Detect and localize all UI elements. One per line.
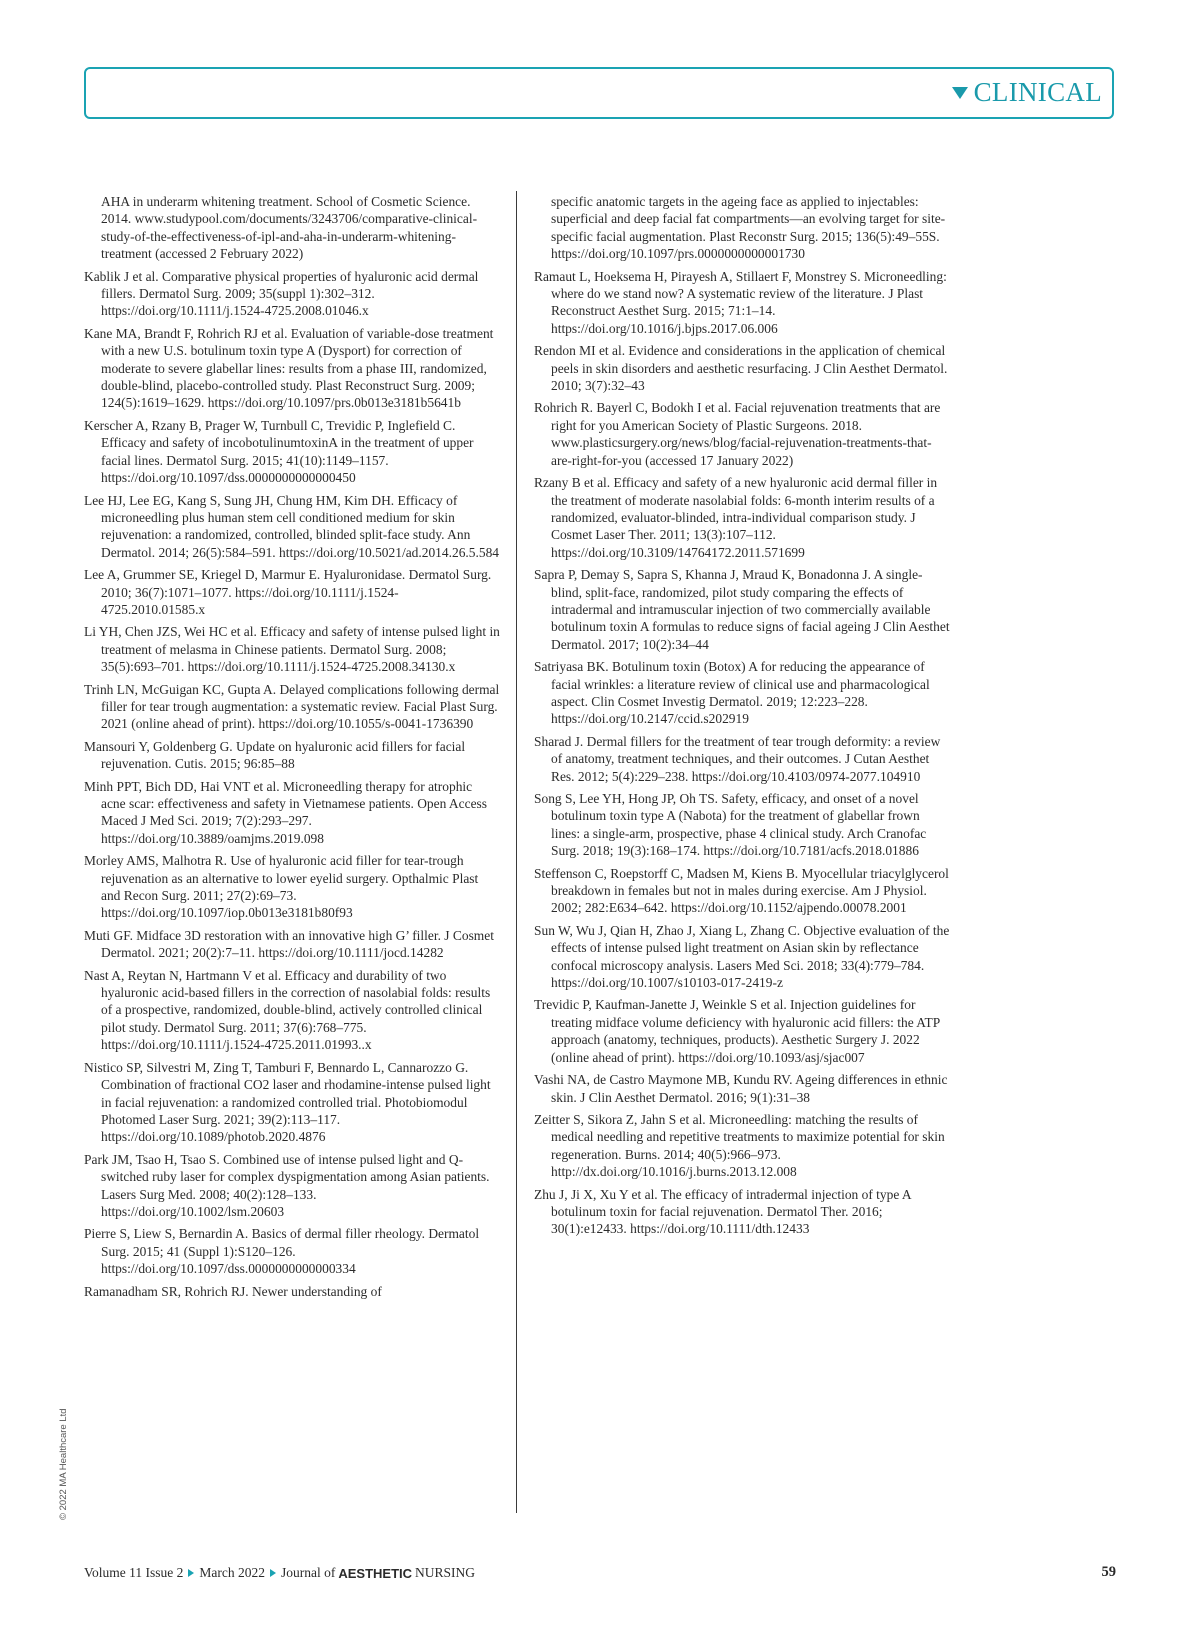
triangle-down-icon — [952, 87, 968, 99]
section-label — [952, 77, 1102, 108]
reference-item: Satriyasa BK. Botulinum toxin (Botox) A for reducing the appearance of facial wrinkles: a literature review of clinical use and pharmacological aspect. Clin Cosmet Investig Dermatol. 2019; 12:223–228. https://doi.org/10.2147/ccid.s202919 — [534, 659, 930, 727]
reference-item: Song S, Lee YH, Hong JP, Oh TS. Safety, efficacy, and onset of a novel botulinum toxin type A (Nabota) for the treatment of glabellar frown lines: a single-arm, prospective, phase 4 clinical study. Arch Cranofac Surg. 2018; 19(3):168–174. https://doi.org/10.7181/acfs.2018.01886 — [534, 791, 927, 859]
reference-item: Sun W, Wu J, Qian H, Zhao J, Xiang L, Zhang C. Objective evaluation of the effects of intense pulsed light treatment on Asian skin by reflectance confocal microscopy analysis. Lasers Med Sci. 2018; 33(4):779–784. https://doi.org/10.1007/s10103-017-2419-z — [534, 922, 950, 991]
column-divider — [516, 191, 517, 1513]
references-left-column — [84, 193, 500, 1305]
reference-item: Nistico SP, Silvestri M, Zing T, Tamburi F, Bennardo L, Cannarozzo G. Combination of fractional CO2 laser and rhodamine-intense pulsed light in facial rejuvenation: a randomized controlled trial. Photobiomodul Photomed Laser Surg. 2021; 39(2):113–117. https://doi.org/10.1089/photob.2020.4876 — [84, 1059, 491, 1145]
reference-item: Trevidic P, Kaufman-Janette J, Weinkle S et al. Injection guidelines for treating midface volume deficiency with hyaluronic acid fillers: the ATP approach (anatomy, techniques, products). Aesthetic Surgery J. 2022 (online ahead of print). https://doi.org/10.1093/asj/sjac007 — [534, 997, 940, 1065]
footer-journal-brand: AESTHETIC — [338, 1565, 413, 1581]
reference-item: Lee A, Grummer SE, Kriegel D, Marmur E. Hyaluronidase. Dermatol Surg. 2010; 36(7):1071–1077. https://doi.org/10.1111/j.1524-4725.2010.01585.x — [84, 567, 492, 617]
page-footer — [84, 1565, 475, 1581]
reference-item: Ramanadham SR, Rohrich RJ. Newer understanding of — [84, 1283, 382, 1299]
footer-journal-suffix: NURSING — [415, 1565, 476, 1580]
reference-item: Lee HJ, Lee EG, Kang S, Sung JH, Chung HM, Kim DH. Efficacy of microneedling plus human stem cell conditioned medium for skin rejuvenation: a randomized, controlled, blinded split-face study. Ann Dermatol. 2014; 26(5):584–591. https://doi.org/10.5021/ad.2014.26.5.584 — [84, 492, 500, 560]
reference-item: Ramaut L, Hoeksema H, Pirayesh A, Stillaert F, Monstrey S. Microneedling: where do we stand now? A systematic review of the literature. J Plast Reconstruct Aesthet Surg. 2015; 71:1–14. https://doi.org/10.1016/j.bjps.2017.06.006 — [534, 268, 947, 336]
reference-item: Steffenson C, Roepstorff C, Madsen M, Kiens B. Myocellular triacylglycerol breakdown in females but not in males during exercise. Am J Physiol. 2002; 282:E634–642. https://doi.org/10.1152/ajpendo.00078.2001 — [534, 865, 949, 916]
reference-item: Vashi NA, de Castro Maymone MB, Kundu RV. Ageing differences in ethnic skin. J Clin Aesthet Dermatol. 2016; 9(1):31–38 — [534, 1072, 948, 1105]
reference-continued: specific anatomic targets in the ageing face as applied to injectables: superficial and deep facial fat compartments—an evolving target for site-specific facial augmentation. Plast Reconstr Surg. 2015; 136(5):49–55S. https://doi.org/10.1097/prs.0000000000001730 — [551, 194, 946, 262]
reference-item: Park JM, Tsao H, Tsao S. Combined use of intense pulsed light and Q-switched ruby laser for complex dyspigmentation among Asian patients. Lasers Surg Med. 2008; 40(2):128–133. https://doi.org/10.1002/lsm.20603 — [84, 1151, 490, 1219]
reference-item: Kane MA, Brandt F, Rohrich RJ et al. Evaluation of variable-dose treatment with a new U.S. botulinum toxin type A (Dysport) for correction of moderate to severe glabellar lines: results from a phase III, randomized, double-blind, placebo-controlled study. Plast Reconstruct Surg. 2009; 124(5):1619–1629. https://doi.org/10.1097/prs.0b013e3181b5641b — [84, 325, 494, 411]
reference-item: Nast A, Reytan N, Hartmann V et al. Efficacy and durability of two hyaluronic acid-based fillers in the correction of nasolabial folds: results of a prospective, randomized, double-blind, actively controlled clinical pilot study. Dermatol Surg. 2011; 37(6):768–775. https://doi.org/10.1111/j.1524-4725.2011.01993..x — [84, 967, 491, 1053]
footer-date: March 2022 — [199, 1565, 265, 1580]
reference-item: Li YH, Chen JZS, Wei HC et al. Efficacy and safety of intense pulsed light in treatment of melasma in Chinese patients. Dermatol Surg. 2008; 35(5):693–701. https://doi.org/10.1111/j.1524-4725.2008.34130.x — [84, 624, 500, 675]
arrow-right-icon — [188, 1569, 194, 1577]
reference-item: Kerscher A, Rzany B, Prager W, Turnbull C, Trevidic P, Inglefield C. Efficacy and safety of incobotulinumtoxinA in the treatment of upper facial lines. Dermatol Surg. 2015; 41(10):1149–1157. https://doi.org/10.1097/dss.0000000000000450 — [84, 417, 474, 486]
reference-item: Morley AMS, Malhotra R. Use of hyaluronic acid filler for tear-trough rejuvenation as an alternative to lower eyelid surgery. Opthalmic Plast and Recon Surg. 2011; 27(2):69–73. https://doi.org/10.1097/iop.0b013e3181b80f93 — [84, 853, 479, 921]
page-number: 59 — [1101, 1564, 1116, 1580]
references-right-column — [534, 193, 952, 1243]
reference-item: Pierre S, Liew S, Bernardin A. Basics of dermal filler rheology. Dermatol Surg. 2015; 41 (Suppl 1):S120–126. https://doi.org/10.1097/dss.0000000000000334 — [84, 1226, 480, 1277]
reference-item: Sharad J. Dermal fillers for the treatment of tear trough deformity: a review of anatomy, treatment techniques, and their outcomes. J Cutan Aesthet Res. 2012; 5(4):229–238. https://doi.org/10.4103/0974-2077.104910 — [534, 733, 941, 784]
copyright-notice: © 2022 MA Healthcare Ltd — [58, 1408, 69, 1520]
reference-item: Rendon MI et al. Evidence and considerations in the application of chemical peels in skin disorders and aesthetic resurfacing. J Clin Aesthet Dermatol. 2010; 3(7):32–43 — [534, 343, 948, 394]
section-header-box — [84, 67, 1114, 119]
reference-continued: AHA in underarm whitening treatment. School of Cosmetic Science. 2014. www.studypool.com/documents/3243706/comparative-clinical-study-of-the-effectiveness-of-ipl-and-aha-in-underarm-whitening-treatment (accessed 2 February 2022) — [101, 194, 478, 262]
section-title: CLINICAL — [973, 77, 1102, 107]
footer-volume: Volume 11 Issue 2 — [84, 1565, 184, 1580]
reference-item: Zhu J, Ji X, Xu Y et al. The efficacy of intradermal injection of type A botulinum toxin for facial rejuvenation. Dermatol Ther. 2016; 30(1):e12433. https://doi.org/10.1111/dth.12433 — [534, 1186, 911, 1237]
reference-item: Sapra P, Demay S, Sapra S, Khanna J, Mraud K, Bonadonna J. A single-blind, split-face, randomized, pilot study comparing the effects of intradermal and intramuscular injection of two commercially available botulinum toxin A formulas to reduce signs of facial ageing J Clin Aesthet Dermatol. 2017; 10(2):34–44 — [534, 567, 950, 652]
reference-item: Mansouri Y, Goldenberg G. Update on hyaluronic acid fillers for facial rejuvenation. Cutis. 2015; 96:85–88 — [84, 738, 466, 772]
footer-journal-prefix: Journal of — [280, 1565, 336, 1580]
reference-item: Muti GF. Midface 3D restoration with an innovative high G’ filler. J Cosmet Dermatol. 2021; 20(2):7–11. https://doi.org/10.1111/jocd.14282 — [84, 927, 494, 961]
reference-item: Trinh LN, McGuigan KC, Gupta A. Delayed complications following dermal filler for tear trough augmentation: a systematic review. Facial Plast Surg. 2021 (online ahead of print). https://doi.org/10.1055/s-0041-1736390 — [84, 681, 500, 732]
reference-item: Zeitter S, Sikora Z, Jahn S et al. Microneedling: matching the results of medical needling and repetitive treatments to maximize potential for skin regeneration. Burns. 2014; 40(5):966–973. http://dx.doi.org/10.1016/j.burns.2013.12.008 — [534, 1111, 945, 1180]
reference-item: Minh PPT, Bich DD, Hai VNT et al. Microneedling therapy for atrophic acne scar: effectiveness and safety in Vietnamese patients. Open Access Maced J Med Sci. 2019; 7(2):293–297. https://doi.org/10.3889/oamjms.2019.098 — [84, 778, 487, 846]
reference-item: Kablik J et al. Comparative physical properties of hyaluronic acid dermal fillers. Dermatol Surg. 2009; 35(suppl 1):302–312. https://doi.org/10.1111/j.1524-4725.2008.01046.x — [84, 268, 479, 319]
reference-item: Rzany B et al. Efficacy and safety of a new hyaluronic acid dermal filler in the treatment of moderate nasolabial folds: 6-month interim results of a randomized, evaluator-blinded, intra-individual comparison study. J Cosmet Laser Ther. 2011; 13(3):107–112. https://doi.org/10.3109/14764172.2011.571699 — [534, 475, 938, 560]
arrow-right-icon — [270, 1569, 276, 1577]
reference-item: Rohrich R. Bayerl C, Bodokh I et al. Facial rejuvenation treatments that are right for you American Society of Plastic Surgeons. 2018. www.plasticsurgery.org/news/blog/facial-rejuvenation-treatments-that-are-right-for-you (accessed 17 January 2022) — [534, 400, 941, 468]
